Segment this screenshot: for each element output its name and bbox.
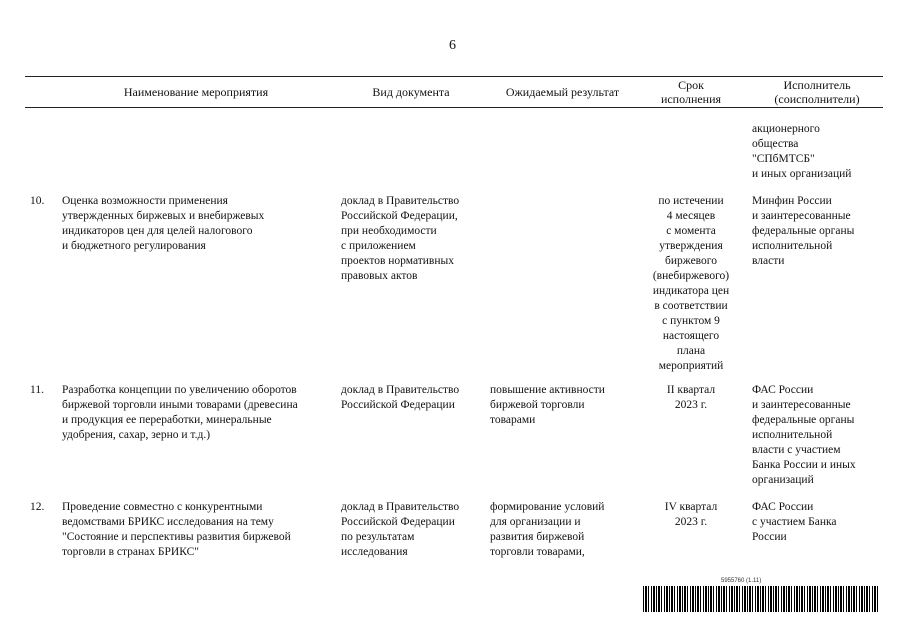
table-header-rule [25,107,883,108]
row-name: Разработка концепции по увеличению оборотов биржевой торговли иными товарами (древесина и продукция ее переработки, минеральные удобрения, сахар, зерно и т.д.) [62,384,298,441]
row-executor: ФАС России с участием Банка России [752,501,837,543]
header-doc-type: Вид документа [372,85,450,99]
row-deadline: по истечении 4 месяцев с момента утверждения биржевого (внебиржевого) индикатора цен в соответствии с пунктом 9 настоящего плана мероприятий [652,195,730,372]
header-name: Наименование мероприятия [123,85,269,99]
row-number: 10. [30,195,45,207]
row-deadline: II квартал 2023 г. [666,384,716,411]
row-number: 11. [30,384,44,396]
barcode-bars [643,586,878,612]
table-top-rule [25,76,883,77]
page-number: 6 [449,38,456,53]
row-result: повышение активности биржевой торговли товарами [490,384,605,426]
row-doc-type: доклад в Правительство Российской Федерации по результатам исследования [341,501,460,558]
row-name: Проведение совместно с конкурентными ведомствами БРИКС исследования на тему "Состояние и перспективы развития биржевой торговли в странах БРИКС" [62,501,291,558]
header-result: Ожидаемый результат [505,85,620,99]
row-executor: ФАС России и заинтересованные федеральные органы исполнительной власти с участием Банка России и иных организаций [752,384,856,486]
header-deadline: Срок исполнения [660,78,722,106]
row-name: Оценка возможности применения утвержденных биржевых и внебиржевых индикаторов цен для целей налогового и бюджетного регулирования [62,195,265,252]
continuation-executor: акционерного общества "СПбМТСБ" и иных организаций [752,123,852,180]
row-doc-type: доклад в Правительство Российской Федерации [341,384,460,411]
row-number: 12. [30,501,45,513]
row-result: формирование условий для организации и развития биржевой торговли товарами, [490,501,605,558]
row-executor: Минфин России и заинтересованные федеральные органы исполнительной власти [752,195,855,267]
row-deadline: IV квартал 2023 г. [664,501,718,528]
barcode [643,578,878,614]
header-executor: Исполнитель (соисполнители) [774,78,860,106]
barcode-caption: 5955760 (1.11) [721,578,762,584]
row-doc-type: доклад в Правительство Российской Федерации, при необходимости с приложением проектов нормативных правовых актов [341,195,460,282]
